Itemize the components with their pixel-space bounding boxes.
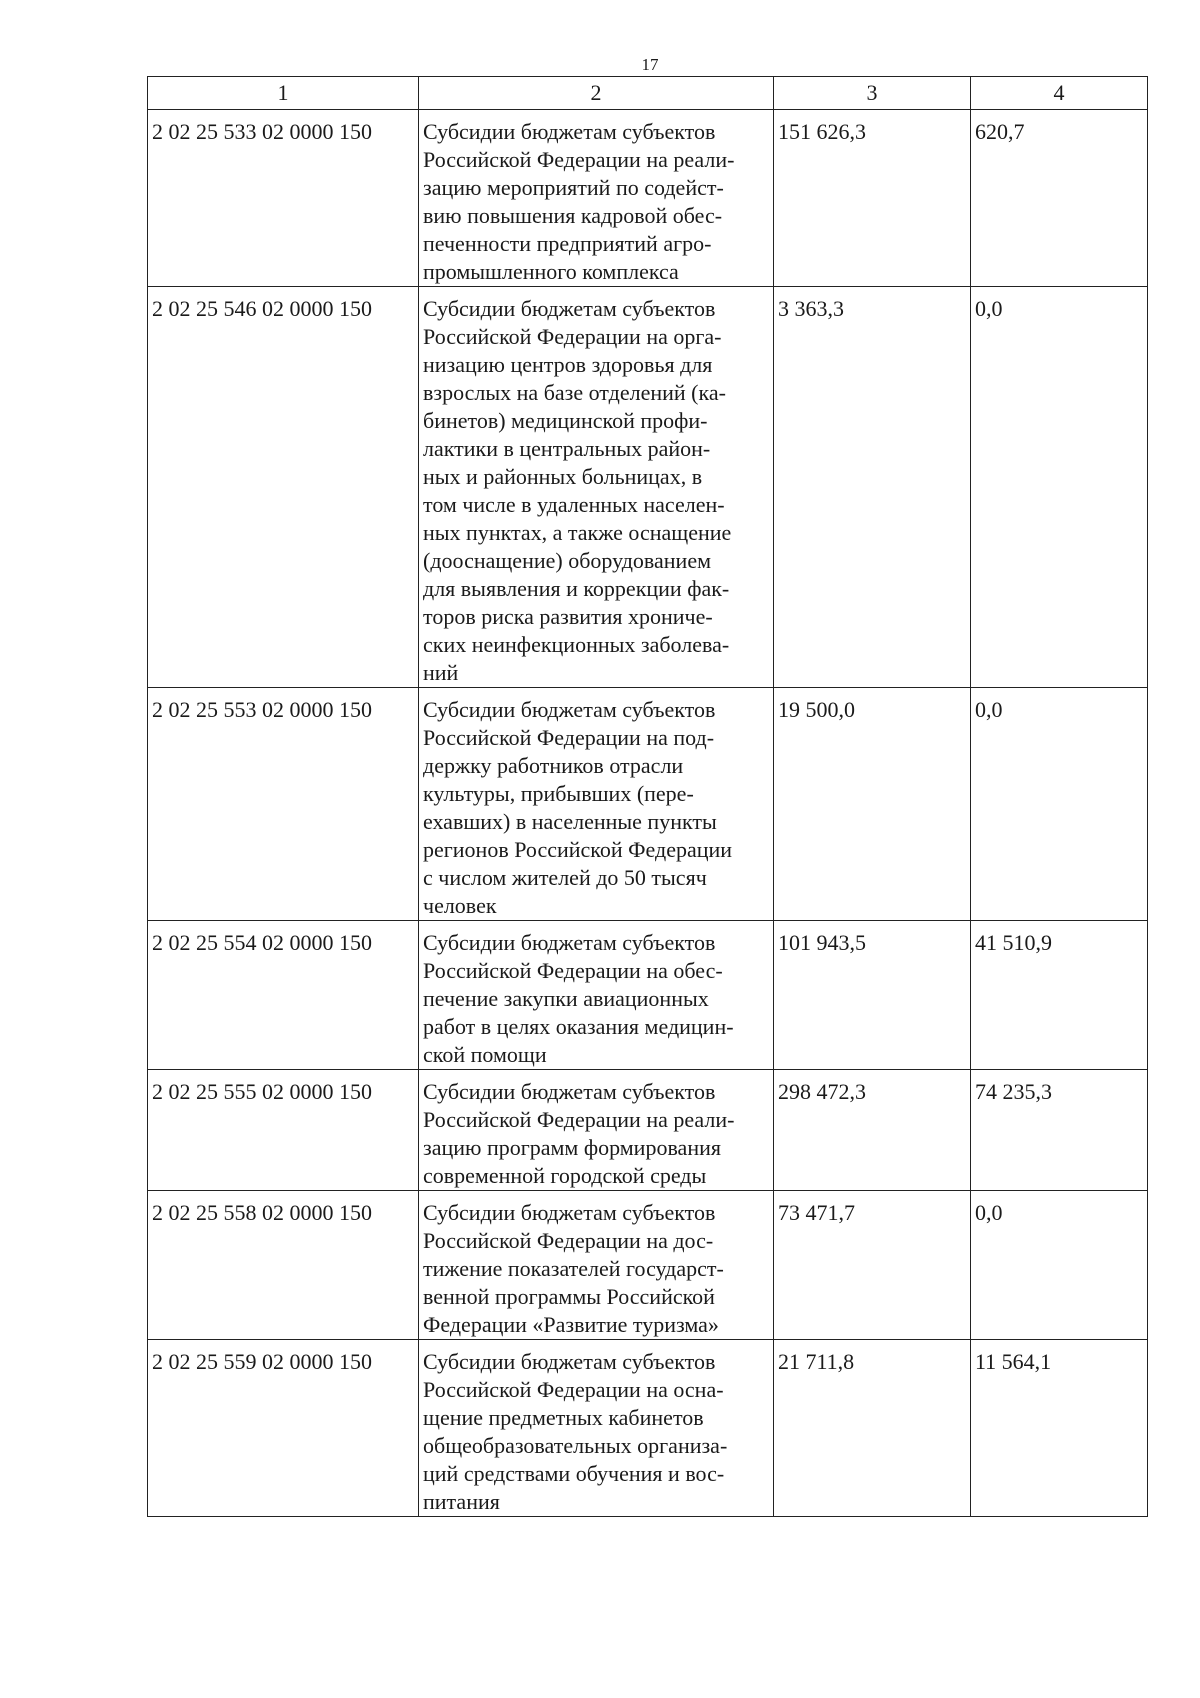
value-col-4-cell: 620,7 <box>971 110 1148 287</box>
description-cell <box>419 688 774 921</box>
budget-code-cell: 2 02 25 546 02 0000 150 <box>148 287 419 688</box>
description-line: торов риска развития хрониче- <box>423 604 713 629</box>
description-line: регионов Российской Федерации <box>423 837 733 862</box>
description-line: ехавших) в населенные пункты <box>423 809 717 834</box>
description-line: Российской Федерации на реали- <box>423 1107 735 1132</box>
table-body <box>148 110 1148 1517</box>
description-line: тижение показателей государст- <box>423 1256 724 1281</box>
description-line: лактики в центральных район- <box>423 436 711 461</box>
description-cell <box>419 1340 774 1517</box>
description-line: Субсидии бюджетам субъектов <box>423 1349 716 1374</box>
page-number: 17 <box>641 55 659 74</box>
value-col-4-cell: 74 235,3 <box>971 1070 1148 1191</box>
table-row <box>148 110 1148 287</box>
description-cell <box>419 110 774 287</box>
description-cell <box>419 1191 774 1340</box>
description-line: (дооснащение) оборудованием <box>423 548 712 573</box>
description-line: печенности предприятий агро- <box>423 231 712 256</box>
description-line: низацию центров здоровья для <box>423 352 713 377</box>
description-line: промышленного комплекса <box>423 259 679 284</box>
description-cell <box>419 1070 774 1191</box>
description-line: ных и районных больницах, в <box>423 464 703 489</box>
table-row <box>148 1340 1148 1517</box>
value-col-3-cell: 151 626,3 <box>774 110 971 287</box>
description-line: ных пунктах, а также оснащение <box>423 520 732 545</box>
value-col-3-cell: 3 363,3 <box>774 287 971 688</box>
value-col-4-cell: 41 510,9 <box>971 921 1148 1070</box>
table-header-row <box>148 77 1148 110</box>
value-col-4-cell: 11 564,1 <box>971 1340 1148 1517</box>
header-col-4: 4 <box>971 77 1148 110</box>
description-line: Субсидии бюджетам субъектов <box>423 119 716 144</box>
budget-code-cell: 2 02 25 558 02 0000 150 <box>148 1191 419 1340</box>
value-col-3-cell: 298 472,3 <box>774 1070 971 1191</box>
value-col-3-cell: 73 471,7 <box>774 1191 971 1340</box>
description-line: питания <box>423 1489 500 1514</box>
description-cell <box>419 287 774 688</box>
header-col-2: 2 <box>419 77 774 110</box>
description-line: работ в целях оказания медицин- <box>423 1014 734 1039</box>
description-line: ний <box>423 660 459 685</box>
description-line: Российской Федерации на обес- <box>423 958 723 983</box>
description-line: печение закупки авиационных <box>423 986 709 1011</box>
description-line: зацию программ формирования <box>423 1135 721 1160</box>
description-line: общеобразовательных организа- <box>423 1433 728 1458</box>
description-line: щение предметных кабинетов <box>423 1405 704 1430</box>
description-line: взрослых на базе отделений (ка- <box>423 380 726 405</box>
value-col-3-cell: 21 711,8 <box>774 1340 971 1517</box>
description-line: человек <box>423 893 497 918</box>
budget-code-cell: 2 02 25 533 02 0000 150 <box>148 110 419 287</box>
value-col-4-cell: 0,0 <box>971 287 1148 688</box>
description-line: для выявления и коррекции фак- <box>423 576 730 601</box>
description-line: с числом жителей до 50 тысяч <box>423 865 707 890</box>
description-line: зацию мероприятий по содейст- <box>423 175 724 200</box>
description-line: Российской Федерации на дос- <box>423 1228 714 1253</box>
description-line: Российской Федерации на реали- <box>423 147 735 172</box>
description-line: современной городской среды <box>423 1163 707 1188</box>
description-line: бинетов) медицинской профи- <box>423 408 708 433</box>
table-row <box>148 287 1148 688</box>
header-col-3: 3 <box>774 77 971 110</box>
description-cell <box>419 921 774 1070</box>
description-line: держку работников отрасли <box>423 753 684 778</box>
description-line: Субсидии бюджетам субъектов <box>423 296 716 321</box>
description-line: культуры, прибывших (пере- <box>423 781 694 806</box>
description-line: Федерации «Развитие туризма» <box>423 1312 719 1337</box>
value-col-4-cell: 0,0 <box>971 1191 1148 1340</box>
description-line: Субсидии бюджетам субъектов <box>423 697 716 722</box>
value-col-3-cell: 19 500,0 <box>774 688 971 921</box>
table-row <box>148 1191 1148 1340</box>
description-line: ций средствами обучения и вос- <box>423 1461 725 1486</box>
description-line: ской помощи <box>423 1042 547 1067</box>
description-line: Российской Федерации на осна- <box>423 1377 724 1402</box>
header-col-1: 1 <box>148 77 419 110</box>
value-col-3-cell: 101 943,5 <box>774 921 971 1070</box>
budget-code-cell: 2 02 25 555 02 0000 150 <box>148 1070 419 1191</box>
value-col-4-cell: 0,0 <box>971 688 1148 921</box>
table-row <box>148 921 1148 1070</box>
description-line: ских неинфекционных заболева- <box>423 632 730 657</box>
description-line: Субсидии бюджетам субъектов <box>423 1079 716 1104</box>
budget-code-cell: 2 02 25 553 02 0000 150 <box>148 688 419 921</box>
table-row <box>148 688 1148 921</box>
description-line: вию повышения кадровой обес- <box>423 203 723 228</box>
description-line: том числе в удаленных населен- <box>423 492 725 517</box>
description-line: Российской Федерации на орга- <box>423 324 722 349</box>
budget-code-cell: 2 02 25 554 02 0000 150 <box>148 921 419 1070</box>
description-line: венной программы Российской <box>423 1284 715 1309</box>
table-row <box>148 1070 1148 1191</box>
budget-code-cell: 2 02 25 559 02 0000 150 <box>148 1340 419 1517</box>
budget-table <box>147 76 1148 1517</box>
description-line: Субсидии бюджетам субъектов <box>423 1200 716 1225</box>
description-line: Российской Федерации на под- <box>423 725 715 750</box>
description-line: Субсидии бюджетам субъектов <box>423 930 716 955</box>
